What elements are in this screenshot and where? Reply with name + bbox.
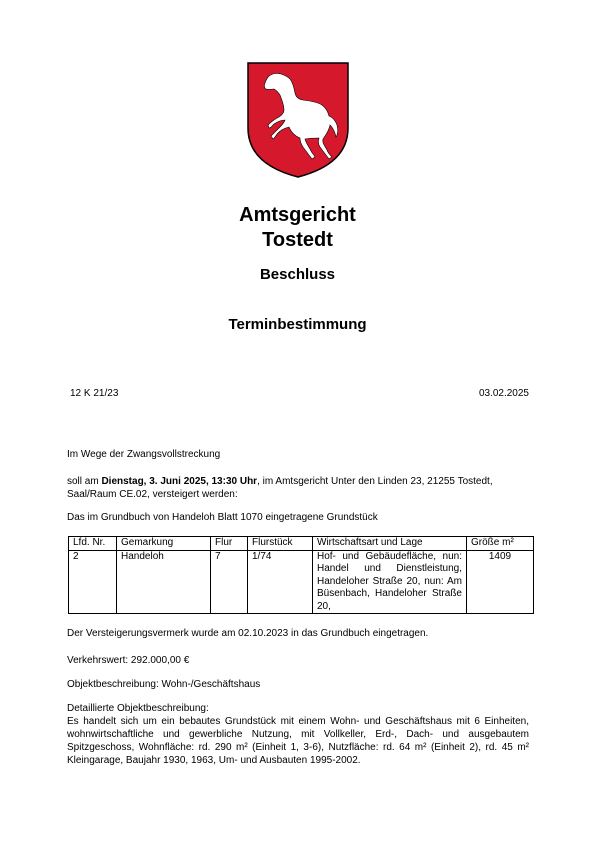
market-value: Verkehrswert: 292.000,00 € [67,655,190,666]
table-cell: 1409 [467,550,534,614]
column-header: Größe m² [467,537,534,551]
object-description: Objektbeschreibung: Wohn-/Geschäftshaus [67,679,261,690]
document-title: Beschluss [259,266,336,283]
auction-date-prefix: soll am [67,476,102,487]
table-cell: 2 [69,550,117,614]
land-register-text: Das im Grundbuch von Handeloh Blatt 1070 eingetragene Grundstück [67,512,378,523]
detailed-description [67,702,529,767]
court-name-line-2: Tostedt [262,229,333,251]
coat-of-arms-crest [247,62,349,178]
auction-date-suffix: , im Amtsgericht Unter den Linden 23, 21255 Tostedt, Saal/Raum CE.02, versteigert werden: [67,476,493,500]
column-header: Lfd. Nr. [69,537,117,551]
lower-saxony-horse-crest-icon [247,62,349,178]
detailed-description-text: Es handelt sich um ein bebautes Grundstück mit einem Wohn- und Geschäftshaus mit 6 Einheiten, wohnwirtschaftliche und gewerbliche Nutzung, mit Vollkeller, Erd-, Dach- und ausgebautem Spitzgeschoss, Wohnfläche: rd. 290 m² (Einheit 1, 3-6), Nutzfläche: rd. 64 m² (Einheit 2), rd. 45 m² Kleingarage, Baujahr 1930, 1963, Um- und Ausbauten 1995-2002. [67,716,529,766]
document-subtitle: Terminbestimmung [228,316,367,333]
table-header-row [69,537,534,551]
column-header: Flurstück [248,537,313,551]
table-row [69,550,534,614]
table-cell: Handeloh [117,550,211,614]
auction-date-paragraph [67,475,529,501]
document-date: 03.02.2025 [478,388,529,399]
register-note: Der Versteigerungsvermerk wurde am 02.10.2023 in das Grundbuch eingetragen. [67,628,429,639]
auction-date-bold: Dienstag, 3. Juni 2025, 13:30 Uhr [101,476,258,487]
intro-text: Im Wege der Zwangsvollstreckung [67,449,221,460]
column-header: Gemarkung [117,537,211,551]
case-number: 12 K 21/23 [70,388,119,399]
property-table [68,536,534,614]
column-header: Wirtschaftsart und Lage [313,537,467,551]
detailed-description-label: Detaillierte Objektbeschreibung: [67,703,209,714]
table-cell: 7 [211,550,248,614]
table-cell: Hof- und Gebäudefläche, nun: Handel und Dienstleistung, Handeloher Straße 20, nun: Am Büsenbach, Handeloher Straße 20, [313,550,467,614]
column-header: Flur [211,537,248,551]
table-cell: 1/74 [248,550,313,614]
court-name-line-1: Amtsgericht [239,204,356,226]
